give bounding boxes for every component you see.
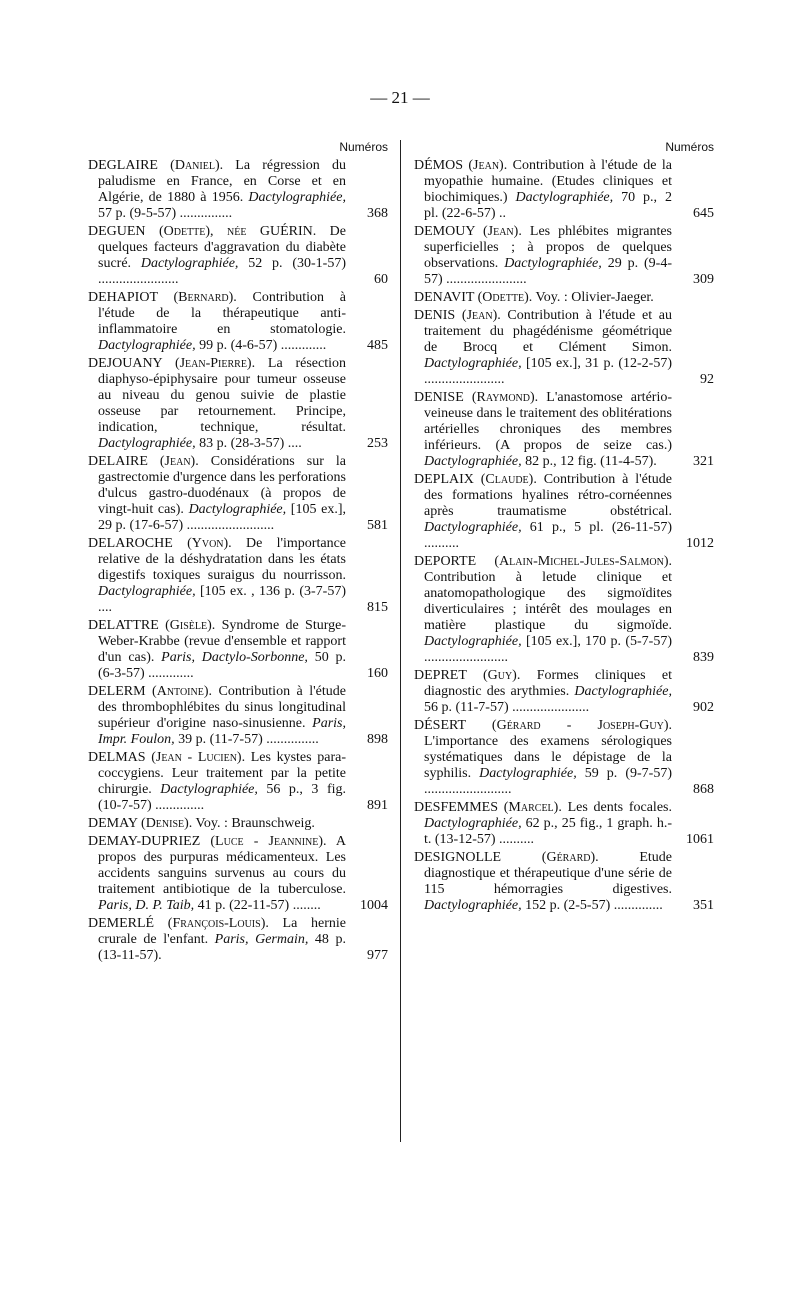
entry-publication: Paris, Dactylo-Sorbonne,: [161, 650, 308, 665]
entry-number: 485: [367, 338, 388, 353]
entry-title: L'anastomose artério-veineuse dans le traitement des oblitérations artérielles chroniques des membres inférieurs. (A propos de seize cas.): [424, 390, 672, 453]
entry-author: DEPLAIX (Claude).: [414, 472, 537, 487]
entry-publication: Dactylographiée,: [248, 190, 346, 205]
right-column: [414, 140, 714, 916]
entry-author: DENIS (Jean).: [414, 308, 501, 323]
entry-title: La résection diaphyso-épiphysaire pour tumeur osseuse au niveau du genou suivie de plastie osseuse par retournement. Principe, indication, technique, résultat.: [98, 356, 346, 435]
entry-pages-date: 56 p. (11-7-57) ......................: [424, 700, 590, 715]
entry-publication: Dactylographiée,: [424, 634, 522, 649]
entry-title: Les phlébites migrantes superficielles ; à propos de quelques observations.: [424, 224, 673, 271]
entry-text: [414, 224, 672, 288]
entry-pages-date: 29 p. (9-4-57) .......................: [424, 256, 672, 287]
entry-publication: Dactylographiée,: [140, 256, 239, 271]
entry-author: DENAVIT (Odette).: [414, 290, 533, 305]
entry-author: DEMERLÉ (François-Louis).: [88, 916, 269, 931]
entry-number: 253: [367, 436, 388, 451]
entry-author: DEGUEN (Odette), née GUÉRIN.: [88, 224, 317, 239]
entry-title: La hernie crurale de l'enfant.: [98, 916, 346, 947]
column-header: Numéros: [339, 140, 388, 154]
index-entry: [88, 834, 388, 914]
index-entry: [88, 816, 388, 832]
entry-pages-date: 83 p. (28-3-57) ....: [195, 436, 302, 451]
entry-pages-date: 41 p. (22-11-57) ........: [194, 898, 321, 913]
index-entry: [414, 308, 714, 388]
entry-number: 581: [367, 518, 388, 533]
entry-text: [414, 290, 672, 306]
entry-author: DEPRET (Guy).: [414, 668, 521, 683]
index-entry: [414, 668, 714, 716]
entry-text: [414, 850, 672, 914]
entry-text: [88, 536, 346, 616]
entry-publication: Dactylographiée,: [424, 898, 522, 913]
index-entry: [414, 390, 714, 470]
index-entry: [414, 472, 714, 552]
entry-text: [88, 290, 346, 354]
entry-number: 351: [693, 898, 714, 913]
entry-text: [414, 390, 672, 470]
entry-title: De l'importance relative de la déshydratation dans les états digestifs toxiques suraigus du nourrisson.: [98, 536, 347, 583]
entry-text: [88, 356, 346, 452]
entry-author: DENISE (Raymond).: [414, 390, 539, 405]
entry-publication: Paris, Impr. Foulon,: [98, 716, 346, 747]
entry-title: Formes cliniques et diagnostic des arythmies.: [424, 668, 673, 699]
entry-pages-date: 57 p. (9-5-57) ...............: [98, 206, 233, 221]
entry-text: [414, 668, 672, 716]
entry-title: A propos des purpuras médicamenteux. Les accidents sanguins survenus au cours du traitement antibiotique de la tuberculose.: [98, 834, 347, 897]
entry-author: DEMOUY (Jean).: [414, 224, 522, 239]
entry-number: 902: [693, 700, 714, 715]
entry-text: [88, 454, 346, 534]
entry-pages-date: 152 p. (2-5-57) ..............: [521, 898, 663, 913]
entry-pages-date: [105 ex. , 136 p. (3-7-57) ....: [98, 584, 346, 615]
entry-title: Contribution à l'étude de la thérapeutique anti-inflammatoire en stomatologie.: [98, 290, 346, 337]
entry-pages-date: 82 p., 12 fig. (11-4-57).: [521, 454, 657, 469]
entry-number: 1012: [686, 536, 714, 551]
entry-title: La régression du paludisme en France, en Corse et en Algérie, de 1880 à 1956.: [98, 158, 346, 205]
entry-title: L'importance des examens sérologiques systématiques dans le dépistage de la syphilis.: [424, 734, 672, 781]
left-column: [88, 140, 388, 966]
column-divider: [400, 140, 401, 1142]
entry-title: Syndrome de Sturge-Weber-Krabbe (revue d'ensemble et rapport d'un cas).: [98, 618, 346, 665]
entry-author: DELMAS (Jean - Lucien).: [88, 750, 246, 765]
entry-publication: Dactylographiée,: [479, 766, 577, 781]
entry-pages-date: [105 ex.], 170 p. (5-7-57) ........................: [424, 634, 672, 665]
entry-number: 309: [693, 272, 714, 287]
entry-pages-date: 48 p. (13-11-57).: [98, 932, 346, 963]
index-entry: [88, 536, 388, 616]
entry-number: 868: [693, 782, 714, 797]
entry-author: DESFEMMES (Marcel).: [414, 800, 562, 815]
entry-title: De quelques facteurs d'aggravation du diabète sucré.: [98, 224, 346, 271]
entry-number: 92: [700, 372, 714, 387]
entry-publication: Dactylographiée,: [424, 356, 522, 371]
index-entry: [414, 850, 714, 914]
index-entry: [88, 750, 388, 814]
page-number: — 21 —: [370, 88, 430, 107]
entry-pages-date: [105 ex.], 29 p. (17-6-57) .........................: [98, 502, 346, 533]
index-entry: [414, 554, 714, 666]
entry-number: 160: [367, 666, 388, 681]
entry-number: 898: [367, 732, 388, 747]
entry-text: [88, 816, 346, 832]
entry-pages-date: 70 p., 2 pl. (22-6-57) ..: [424, 190, 672, 221]
entry-pages-date: 39 p. (11-7-57) ...............: [174, 732, 319, 747]
entry-title: Voy. : Olivier-Jaeger.: [532, 290, 654, 305]
entry-number: 839: [693, 650, 714, 665]
index-entry: [88, 356, 388, 452]
entry-author: DESIGNOLLE (Gérard).: [414, 850, 599, 865]
left-entries: [88, 158, 388, 964]
entry-author: DÉSERT (Gérard - Joseph-Guy).: [414, 718, 672, 733]
index-entry: [88, 290, 388, 354]
entry-number: 321: [693, 454, 714, 469]
entry-text: [88, 224, 346, 288]
entry-publication: Paris, D. P. Taib,: [98, 898, 195, 913]
entry-text: [88, 618, 346, 682]
entry-publication: Dactylographiée,: [574, 684, 672, 699]
entry-text: [414, 800, 672, 848]
entry-pages-date: 52 p. (30-1-57) .......................: [98, 256, 346, 287]
entry-title: Contribution à l'étude des formations hyalines rétro-cornéennes après traumatisme obstétrical.: [424, 472, 672, 519]
entry-publication: Dactylographiée,: [424, 454, 522, 469]
entry-publication: Dactylographiée,: [515, 190, 614, 205]
right-entries: [414, 158, 714, 914]
entry-text: [88, 158, 346, 222]
entry-publication: Dactylographiée,: [160, 782, 258, 797]
entry-author: DELAIRE (Jean).: [88, 454, 199, 469]
entry-text: [88, 834, 346, 914]
entry-number: 891: [367, 798, 388, 813]
entry-text: [88, 684, 346, 748]
entry-text: [414, 308, 672, 388]
entry-title: Contribution à letude clinique et anatomopathologique des sigmoïdites diverticulaires ; intérêt des moulages en matière plastique du sigmoïde.: [424, 570, 672, 633]
entry-pages-date: 56 p., 3 fig. (10-7-57) ..............: [98, 782, 346, 813]
index-entry: [88, 916, 388, 964]
entry-title: Contribution à l'étude des thrombophlébites du sinus longitudinal supérieur d'origine naso-sinusienne.: [98, 684, 346, 731]
entry-author: DEJOUANY (Jean-Pierre).: [88, 356, 256, 371]
entry-pages-date: 61 p., 5 pl. (26-11-57) ..........: [424, 520, 672, 551]
index-entry: [414, 224, 714, 288]
entry-author: DEMAY-DUPRIEZ (Luce - Jeannine).: [88, 834, 327, 849]
index-entry: [88, 684, 388, 748]
entry-author: DEGLAIRE (Daniel).: [88, 158, 224, 173]
index-entry: [88, 158, 388, 222]
entry-pages-date: 59 p. (9-7-57) .........................: [424, 766, 672, 797]
index-entry: [88, 224, 388, 288]
entry-title: Contribution à l'étude de la myopathie humaine. (Etudes cliniques et biochimiques.): [424, 158, 672, 205]
entry-number: 815: [367, 600, 388, 615]
entry-number: 1004: [360, 898, 388, 913]
index-entry: [414, 158, 714, 222]
entry-publication: Dactylographiée,: [424, 816, 522, 831]
entry-publication: Dactylographiée,: [98, 338, 196, 353]
index-entry: [414, 800, 714, 848]
entry-title: Considérations sur la gastrectomie d'urgence dans les perforations d'ulcus gastro-duodénaux (à propos de vingt-huit cas).: [98, 454, 346, 517]
entry-number: 1061: [686, 832, 714, 847]
entry-publication: Dactylographiée,: [188, 502, 287, 517]
entry-author: DELATTRE (Gisèle).: [88, 618, 216, 633]
entry-publication: Dactylographiée,: [504, 256, 602, 271]
entry-author: DELERM (Antoine).: [88, 684, 213, 699]
entry-number: 368: [367, 206, 388, 221]
entry-pages-date: 99 p. (4-6-57) .............: [195, 338, 327, 353]
entry-author: DEHAPIOT (Bernard).: [88, 290, 237, 305]
entry-title: Voy. : Braunschweig.: [192, 816, 315, 831]
entry-text: [88, 916, 346, 964]
entry-publication: Dactylographiée,: [424, 520, 522, 535]
entry-text: [414, 554, 672, 666]
entry-publication: Dactylographiée,: [98, 584, 196, 599]
entry-publication: Paris, Germain,: [214, 932, 309, 947]
entry-text: [414, 158, 672, 222]
entry-title: Les kystes para-coccygiens. Leur traitement par la petite chirurgie.: [98, 750, 346, 797]
index-entry: [414, 290, 714, 306]
index-entry: [88, 454, 388, 534]
entry-title: Etude diagnostique et thérapeutique d'une série de 115 hémorragies digestives.: [424, 850, 672, 897]
entry-pages-date: 50 p. (6-3-57) .............: [98, 650, 347, 681]
entry-text: [414, 718, 672, 798]
entry-text: [414, 472, 672, 552]
entry-author: DÉMOS (Jean).: [414, 158, 508, 173]
entry-number: 645: [693, 206, 714, 221]
entry-number: 977: [367, 948, 388, 963]
entry-author: DEMAY (Denise).: [88, 816, 193, 831]
index-entry: [88, 618, 388, 682]
index-entry: [414, 718, 714, 798]
entry-publication: Dactylographiée,: [98, 436, 196, 451]
column-header: Numéros: [665, 140, 714, 154]
entry-author: DEPORTE (Alain-Michel-Jules-Salmon).: [414, 554, 672, 569]
entry-pages-date: 62 p., 25 fig., 1 graph. h.-t. (13-12-57) ..........: [424, 816, 672, 847]
entry-pages-date: [105 ex.], 31 p. (12-2-57) .......................: [424, 356, 672, 387]
entry-number: 60: [374, 272, 388, 287]
entry-title: Contribution à l'étude et au traitement du phagédénisme géométrique de Brocq et Clément Simon.: [424, 308, 672, 355]
entry-title: Les dents focales.: [561, 800, 672, 815]
entry-author: DELAROCHE (Yvon).: [88, 536, 232, 551]
entry-text: [88, 750, 346, 814]
